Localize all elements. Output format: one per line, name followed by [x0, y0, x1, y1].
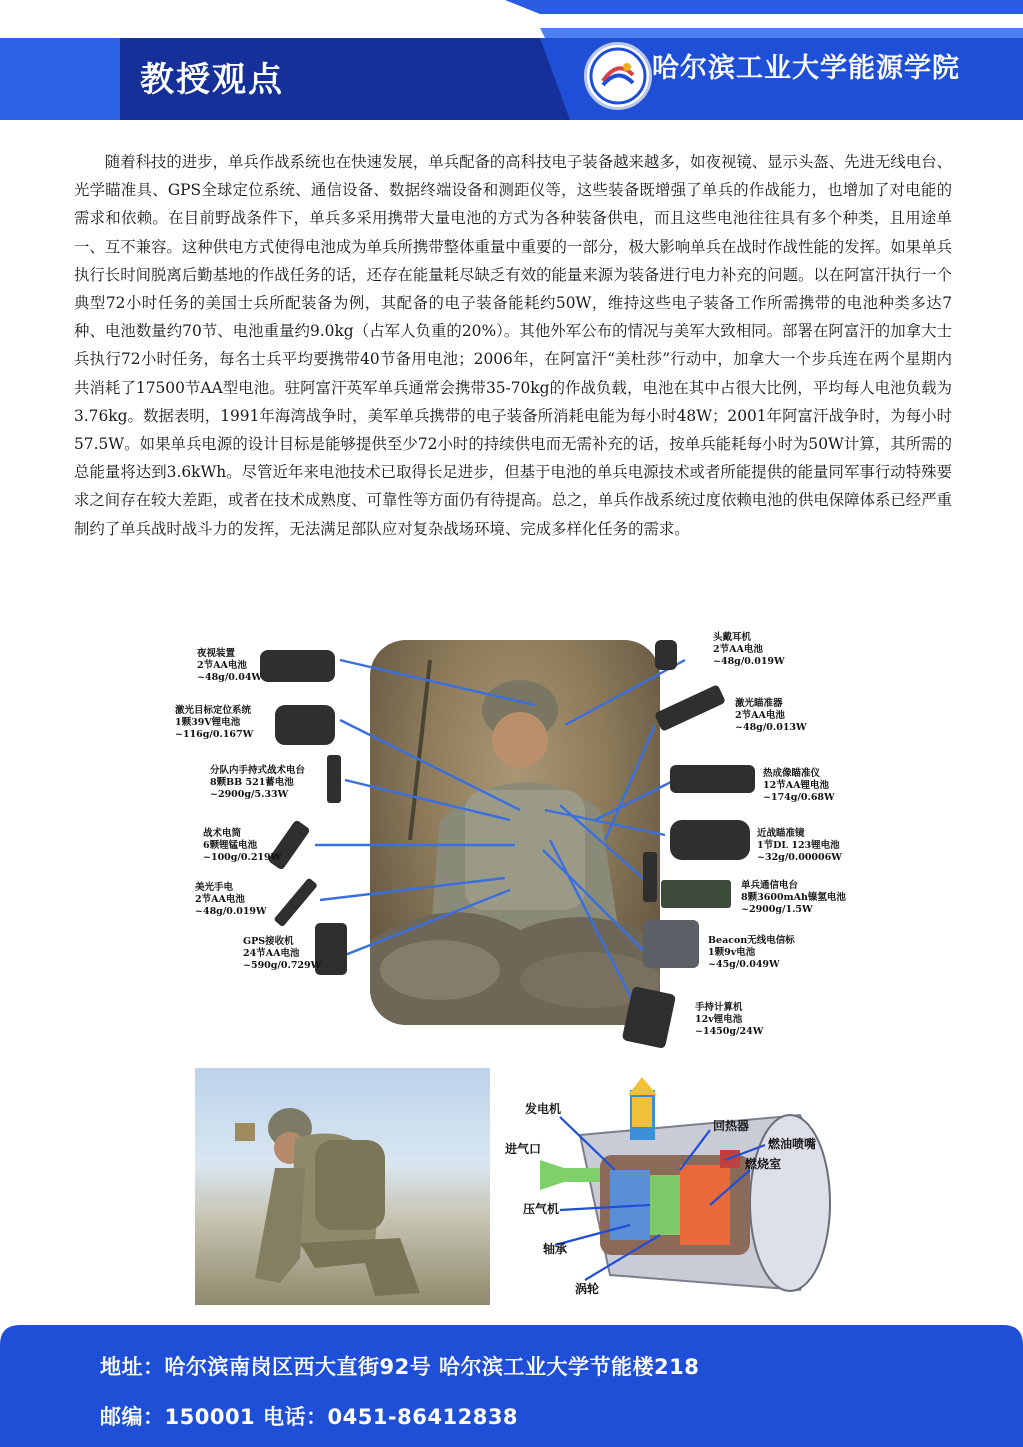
label-combustor: 燃烧室	[745, 1157, 782, 1171]
equipment-label-beacon: Beacon无线电信标 1颗9v电池 ~45g/0.049W	[708, 935, 795, 970]
article-paragraph: 随着科技的进步，单兵作战系统也在快速发展，单兵配备的高科技电子装备越来越多，如夜视镜、显示头盔、先进无线电台、光学瞄准具、GPS全球定位系统、通信设备、数据终端设备和测距仪等，这些装备既增强了单兵的作战能力，也增加了对电能的需求和依赖。在目前野战条件下，单兵多采用携带大量电池的方式为各种装备供电，而且这些电池往往具有多个种类，且用途单一、互不兼容。这种供电方式使得电池成为单兵所携带整体重量中重要的一部分，极大影响单兵在战时作战性能的发挥。如果单兵执行长时间脱离后勤基地的作战任务的话，还存在能量耗尽缺乏有效的能量来源为装备进行电力补充的问题。以在阿富汗执行一个典型72小时任务的美国士兵所配装备为例，其配备的电子装备能耗约50W，维持这些电子装备工作所需携带的电池种类多达7种、电池数量约70节、电池重量约9.0kg（占军人负重的20%）。其他外军公布的情况与美军大致相同。部署在阿富汗的加拿大士兵执行72小时任务，每名士兵平均要携带40节备用电池；2006年，在阿富汗“美杜莎”行动中，加拿大一个步兵连在两个星期内共消耗了17500节AA型电池。驻阿富汗英军单兵通常会携带35-70kg的作战负载，电池在其中占很大比例，平均每人电池负载为3.76kg。数据表明，1991年海湾战争时，美军单兵携带的电子装备所消耗电能为每小时48W；2001年阿富汗战争时，为每小时57.5W。如果单兵电源的设计目标是能够提供至少72小时的持续供电而无需补充的话，按单兵能耗每小时为50W计算，其所需的总能量将达到3.6kWh。尽管近年来电池技术已取得长足进步，但基于电池的单兵电源技术或者所能提供的能量同军事行动特殊要求之间存在较大差距，或者在技术成熟度、可靠性等方面仍有待提高。总之，单兵作战系统过度依赖电池的供电保障体系已经严重制约了单兵战时战斗力的发挥，无法满足部队应对复杂战场环境、完成多样化任务的需求。	[74, 153, 952, 538]
flashlight-icon	[273, 877, 318, 927]
equipment-label-thermal-sight: 热成像瞄准仪 12节AA锂电池 ~174g/0.68W	[763, 768, 835, 803]
footer-contact: 邮编：150001 电话：0451-86412838	[100, 1405, 519, 1429]
kneeling-soldier-photo	[195, 1068, 490, 1305]
equipment-label-gps: GPS接收机 24节AA电池 ~590g/0.729W	[243, 936, 322, 971]
laser-sight-icon	[654, 684, 726, 732]
night-vision-device-icon	[260, 650, 335, 682]
label-bearing: 轴承	[543, 1242, 568, 1256]
handheld-radio-icon	[327, 755, 341, 803]
laser-targeting-device-icon	[275, 705, 335, 745]
equipment-label-headset: 头戴耳机 2节AA电池 ~48g/0.019W	[713, 632, 785, 667]
equipment-label-night-vision: 夜视装置 2节AA电池 ~48g/0.04W	[197, 648, 263, 683]
label-turbine: 涡轮	[575, 1282, 600, 1296]
label-recuperator: 回热器	[713, 1119, 750, 1133]
equipment-label-handheld-computer: 手持计算机 12v锂电池 ~1450g/24W	[695, 1002, 764, 1037]
equipment-label-laser-sight: 激光瞄准器 2节AA电池 ~48g/0.013W	[735, 698, 807, 733]
soldier-equipment-figure	[165, 630, 855, 1060]
equipment-label-soldier-radio: 单兵通信电台 8颗3600mAh镍氢电池 ~2900g/1.5W	[741, 880, 846, 915]
equipment-label-cqb-scope: 近战瞄准镜 1节DL 123锂电池 ~32g/0.00006W	[757, 828, 842, 863]
equipment-label-squad-radio: 分队内手持式战术电台 8颗BB 521蓄电池 ~2900g/5.33W	[210, 765, 306, 800]
label-generator: 发电机	[525, 1102, 562, 1116]
equipment-label-flashlight: 美光手电 2节AA电池 ~48g/0.019W	[195, 882, 267, 917]
thermal-sight-icon	[670, 765, 755, 793]
footer-address: 地址：哈尔滨南岗区西大直街92号 哈尔滨工业大学节能楼218	[100, 1355, 700, 1379]
close-combat-scope-icon	[670, 820, 750, 860]
micro-turbine-diagram	[500, 1075, 845, 1310]
university-logo	[584, 42, 652, 110]
headset-icon	[655, 640, 677, 670]
label-fuel-nozzle: 燃油喷嘴	[768, 1137, 817, 1151]
label-compressor: 压气机	[523, 1202, 560, 1216]
page-footer	[0, 1323, 1023, 1447]
institution-name: 哈尔滨工业大学能源学院	[652, 53, 960, 84]
radio-module-icon	[661, 880, 731, 908]
label-air-inlet: 进气口	[505, 1142, 542, 1156]
page-header	[0, 0, 1023, 120]
soldier-radio-icon	[643, 852, 657, 902]
equipment-label-tactical-flashlight: 战术电筒 6颗锂锰电池 ~100g/0.219W	[203, 828, 282, 863]
equipment-label-laser-targeting: 激光目标定位系统 1颗39V锂电池 ~116g/0.167W	[175, 705, 254, 740]
section-title: 教授观点	[140, 60, 284, 100]
beacon-icon	[643, 920, 699, 968]
